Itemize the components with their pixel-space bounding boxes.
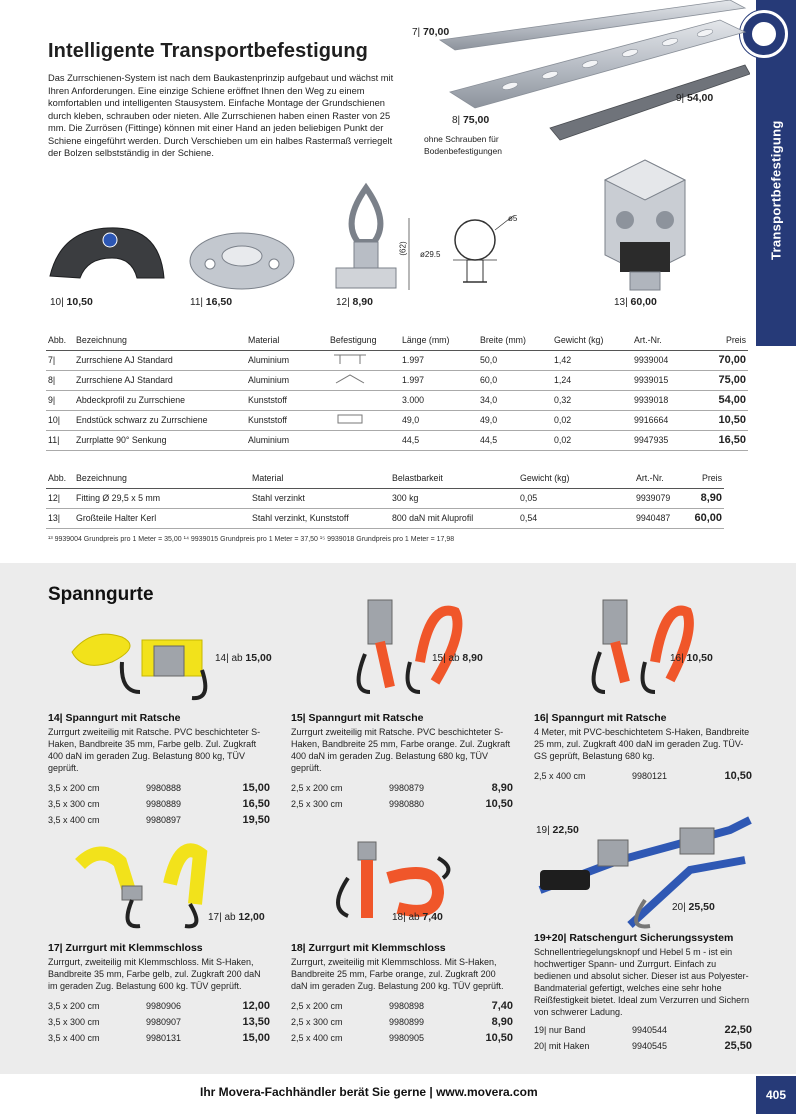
cell-abb: 8| <box>46 370 74 390</box>
dim-295: ø29.5 <box>420 250 441 259</box>
variant-row <box>534 1022 752 1038</box>
variant-price: 7,40 <box>491 1000 513 1012</box>
variant-art: 9980905 <box>389 1033 425 1043</box>
variant-price: 8,90 <box>491 782 513 794</box>
product-description: Schnellentriegelungsknopf und Hebel 5 m - ist ein hochwertiger Spann- und Zurrgurt. Einfach zu bedienen und absolut sicher. Dieser ist aus Polyester-Bandmaterial gefertigt, welches eine sehr hohe Reißfestigkeit bietet. Ideal zum Verzurren und Sichern von schwerer Ladung. <box>534 947 750 1017</box>
table-row <box>46 390 748 410</box>
cell-material: Stahl verzinkt <box>250 488 390 508</box>
product-description: Zurrgurt zweiteilig mit Ratsche. PVC beschichteter S-Haken, Bandbreite 35 mm, Farbe gelb. Zul. Zugkraft 400 daN im geraden Zug. Belastung 800 kg, TÜV geprüft. <box>48 727 261 773</box>
variant-size: 3,5 x 300 cm <box>48 1017 100 1027</box>
page-number: 405 <box>756 1076 796 1114</box>
cell-abb: 11| <box>46 430 74 450</box>
col-preis: Preis <box>690 334 748 350</box>
cell-name: Großteile Halter Kerl <box>74 508 250 528</box>
product-17 <box>48 942 270 1046</box>
variant-row <box>291 1014 513 1030</box>
cell-material: Aluminium <box>246 350 328 370</box>
cell-material: Kunststoff <box>246 410 328 430</box>
product-14 <box>48 712 270 828</box>
col-bezeichnung: Bezeichnung <box>74 334 246 350</box>
variant-row <box>291 998 513 1014</box>
variant-art: 9940544 <box>632 1025 668 1035</box>
cell-preis: 75,00 <box>690 370 748 390</box>
table-row <box>46 370 748 390</box>
col-belastbarkeit: Belastbarkeit <box>390 472 518 488</box>
variant-row <box>48 796 270 812</box>
caption-20: 20| 25,50 <box>672 901 715 913</box>
variant-row <box>48 780 270 796</box>
cell-gewicht: 1,24 <box>552 370 632 390</box>
variant-size: 19| nur Band <box>534 1025 586 1035</box>
cell-gewicht: 0,54 <box>518 508 634 528</box>
fitting-technical-drawing <box>395 210 525 295</box>
table-row <box>46 508 724 528</box>
caption-17: 17| ab 12,00 <box>208 911 265 923</box>
cell-name: Fitting Ø 29,5 x 5 mm <box>74 488 250 508</box>
cell-material: Stahl verzinkt, Kunststoff <box>250 508 390 528</box>
product-description: 4 Meter, mit PVC-beschichtetem S-Haken, Bandbreite 25 mm, zul. Zugkraft 400 daN im geraden Zug. TÜV-GS geprüft, Belastung 680 kg. <box>534 727 750 761</box>
col-material: Material <box>246 334 328 350</box>
cell-laenge: 1.997 <box>400 370 478 390</box>
col-material: Material <box>250 472 390 488</box>
col-abb: Abb. <box>46 472 74 488</box>
product-15 <box>291 712 513 812</box>
logo-icon <box>752 22 776 46</box>
zurrplatte-11-image <box>185 216 300 294</box>
product-19-20 <box>534 932 752 1054</box>
variant-size: 2,5 x 400 cm <box>534 771 586 781</box>
variant-price: 10,50 <box>485 798 513 810</box>
cell-laenge: 3.000 <box>400 390 478 410</box>
variant-row <box>291 796 513 812</box>
side-tab-label: Transportbefestigung <box>768 120 784 260</box>
variant-art: 9980898 <box>389 1001 425 1011</box>
product-title: 15| Spanngurt mit Ratsche <box>291 712 424 724</box>
cell-name: Abdeckprofil zu Zurrschiene <box>74 390 246 410</box>
mount-empty <box>328 390 400 410</box>
variant-price: 10,50 <box>724 770 752 782</box>
variant-price: 10,50 <box>485 1032 513 1044</box>
cell-material: Aluminium <box>246 370 328 390</box>
mount-empty <box>328 430 400 450</box>
col-gewicht: Gewicht (kg) <box>518 472 634 488</box>
cell-name: Zurrschiene AJ Standard <box>74 370 246 390</box>
cell-abb: 10| <box>46 410 74 430</box>
cell-artnr: 9940487 <box>634 508 690 528</box>
cell-breite: 60,0 <box>478 370 552 390</box>
cell-gewicht: 0,32 <box>552 390 632 410</box>
cell-preis: 70,00 <box>690 350 748 370</box>
cell-abb: 7| <box>46 350 74 370</box>
page-title: Intelligente Transportbefestigung <box>48 40 368 62</box>
footer-text: Ihr Movera-Fachhändler berät Sie gerne | www.movera.com <box>200 1085 538 1099</box>
section-title: Spanngurte <box>48 584 154 605</box>
variant-row <box>48 1030 270 1046</box>
variant-size: 2,5 x 300 cm <box>291 799 343 809</box>
cell-breite: 34,0 <box>478 390 552 410</box>
variant-art: 9980906 <box>146 1001 182 1011</box>
cell-laenge: 1.997 <box>400 350 478 370</box>
cell-belastbarkeit: 800 daN mit Aluprofil <box>390 508 518 528</box>
variant-price: 16,50 <box>242 798 270 810</box>
col-preis: Preis <box>690 472 724 488</box>
variant-price: 19,50 <box>242 814 270 826</box>
mount-icon <box>328 410 400 430</box>
strap-17-image <box>70 834 220 930</box>
cell-artnr: 9916664 <box>632 410 690 430</box>
cell-gewicht: 0,02 <box>552 430 632 450</box>
col-breite: Breite (mm) <box>478 334 552 350</box>
variant-row <box>291 780 513 796</box>
cell-preis: 8,90 <box>690 488 724 508</box>
variant-row <box>48 1014 270 1030</box>
variant-row <box>48 812 270 828</box>
col-artnr: Art.-Nr. <box>632 334 690 350</box>
cell-artnr: 9939079 <box>634 488 690 508</box>
strap-14-image <box>62 622 222 704</box>
cell-gewicht: 0,05 <box>518 488 634 508</box>
caption-7: 7| 70,00 <box>412 26 450 38</box>
cell-name: Zurrschiene AJ Standard <box>74 350 246 370</box>
caption-9: 9| 54,00 <box>676 92 714 104</box>
cell-name: Endstück schwarz zu Zurrschiene <box>74 410 246 430</box>
cell-preis: 60,00 <box>690 508 724 528</box>
variant-art: 9940545 <box>632 1041 668 1051</box>
caption-15: 15| ab 8,90 <box>432 652 483 664</box>
variant-row <box>48 998 270 1014</box>
table-row <box>46 410 748 430</box>
table-row <box>46 430 748 450</box>
variant-size: 3,5 x 200 cm <box>48 1001 100 1011</box>
product-description: Zurrgurt zweiteilig mit Ratsche. PVC beschichteter S-Haken, Bandbreite 25 mm, Farbe orange. Zul. Zugkraft 400 daN im geraden Zug. Belastung 680 kg, TÜV geprüft. <box>291 727 511 773</box>
mount-icon <box>328 370 400 390</box>
variant-row <box>534 1038 752 1054</box>
caption-13: 13| 60,00 <box>614 296 657 308</box>
variant-art: 9980899 <box>389 1017 425 1027</box>
caption-18: 18| ab 7,40 <box>392 911 443 923</box>
variant-art: 9980889 <box>146 799 182 809</box>
caption-16: 16| 10,50 <box>670 652 713 664</box>
fitting-12-image <box>330 182 402 294</box>
cell-preis: 54,00 <box>690 390 748 410</box>
caption-12: 12| 8,90 <box>336 296 373 308</box>
caption-8: 8| 75,00 <box>452 114 490 126</box>
cell-abb: 13| <box>46 508 74 528</box>
cell-material: Aluminium <box>246 430 328 450</box>
variant-size: 3,5 x 200 cm <box>48 783 100 793</box>
variant-price: 15,00 <box>242 782 270 794</box>
product-title: 19+20| Ratschengurt Sicherungssystem <box>534 932 734 944</box>
cell-preis: 16,50 <box>690 430 748 450</box>
product-title: 17| Zurrgurt mit Klemmschloss <box>48 942 203 954</box>
variant-price: 22,50 <box>724 1024 752 1036</box>
variant-size: 2,5 x 200 cm <box>291 783 343 793</box>
variant-price: 12,00 <box>242 1000 270 1012</box>
halter-13-image <box>590 150 700 298</box>
variant-art: 9980131 <box>146 1033 182 1043</box>
variant-size: 3,5 x 300 cm <box>48 799 100 809</box>
cell-gewicht: 0,02 <box>552 410 632 430</box>
strap-16-image <box>575 592 705 707</box>
variant-art: 9980907 <box>146 1017 182 1027</box>
variant-size: 2,5 x 300 cm <box>291 1017 343 1027</box>
cell-artnr: 9939004 <box>632 350 690 370</box>
cell-abb: 9| <box>46 390 74 410</box>
product-title: 14| Spanngurt mit Ratsche <box>48 712 181 724</box>
mount-icon <box>328 350 400 370</box>
cell-artnr: 9939018 <box>632 390 690 410</box>
variant-row <box>534 768 752 784</box>
table-row <box>46 350 748 370</box>
caption-10: 10| 10,50 <box>50 296 93 308</box>
variant-size: 3,5 x 400 cm <box>48 1033 100 1043</box>
cell-artnr: 9939015 <box>632 370 690 390</box>
col-befestigung: Befestigung <box>328 334 400 350</box>
col-laenge: Länge (mm) <box>400 334 478 350</box>
dim-62: (62) <box>398 241 408 256</box>
product-18 <box>291 942 513 1046</box>
variant-size: 2,5 x 200 cm <box>291 1001 343 1011</box>
variant-art: 9980888 <box>146 783 182 793</box>
col-bezeichnung: Bezeichnung <box>74 472 250 488</box>
cell-laenge: 44,5 <box>400 430 478 450</box>
variant-art: 9980879 <box>389 783 425 793</box>
variant-price: 25,50 <box>724 1040 752 1052</box>
cell-belastbarkeit: 300 kg <box>390 488 518 508</box>
caption-14: 14| ab 15,00 <box>215 652 272 664</box>
caption-19: 19| 22,50 <box>536 824 579 836</box>
cell-breite: 50,0 <box>478 350 552 370</box>
cell-preis: 10,50 <box>690 410 748 430</box>
caption-11: 11| 16,50 <box>190 296 233 308</box>
variant-size: 20| mit Haken <box>534 1041 590 1051</box>
cell-artnr: 9947935 <box>632 430 690 450</box>
cell-breite: 44,5 <box>478 430 552 450</box>
spec-table-fittings <box>46 472 724 529</box>
table-header-row <box>46 472 724 488</box>
product-16 <box>534 712 752 784</box>
variant-row <box>291 1030 513 1046</box>
cell-laenge: 49,0 <box>400 410 478 430</box>
variant-price: 15,00 <box>242 1032 270 1044</box>
variant-price: 13,50 <box>242 1016 270 1028</box>
strap-15-image <box>340 592 470 707</box>
variant-art: 9980880 <box>389 799 425 809</box>
cell-name: Zurrplatte 90° Senkung <box>74 430 246 450</box>
product-title: 18| Zurrgurt mit Klemmschloss <box>291 942 446 954</box>
caption-9-note: ohne Schrauben für Bodenbefestigungen <box>424 134 502 156</box>
col-gewicht: Gewicht (kg) <box>552 334 632 350</box>
product-description: Zurrgurt, zweiteilig mit Klemmschloss. Mit S-Haken, Bandbreite 35 mm, Farbe gelb, zul. Zugkraft 200 daN im geraden Zug. Belastung 600 kg. TÜV geprüft. <box>48 957 261 991</box>
table-row <box>46 488 724 508</box>
footnote: ¹³ 9939004 Grundpreis pro 1 Meter = 35,00 ¹⁴ 9939015 Grundpreis pro 1 Meter = 37,50 ¹⁵ 9939018 Grundpreis pro 1 Meter = 17,98 <box>48 536 455 543</box>
variant-price: 8,90 <box>491 1016 513 1028</box>
product-description: Zurrgurt, zweiteilig mit Klemmschloss. Mit S-Haken, Bandbreite 25 mm, Farbe orange, zul. Zugkraft 200 daN im geraden Zug. Belastung 200 kg. TÜV geprüft. <box>291 957 504 991</box>
variant-art: 9980897 <box>146 815 182 825</box>
cell-material: Kunststoff <box>246 390 328 410</box>
dim-5: ø5 <box>508 214 518 223</box>
cell-abb: 12| <box>46 488 74 508</box>
col-abb: Abb. <box>46 334 74 350</box>
variant-size: 3,5 x 400 cm <box>48 815 100 825</box>
col-artnr: Art.-Nr. <box>634 472 690 488</box>
variant-art: 9980121 <box>632 771 668 781</box>
intro-text: Das Zurrschienen-System ist nach dem Baukastenprinzip aufgebaut und wächst mit Ihren Anforderungen. Eine einzige Schiene eröffnet Ihnen den Weg zu einem komfortablen und intelligenten Stausystem. Einfache Montage der Grundschienen durch kleben, schrauben oder nieten. Alle Zurrschienen haben einen Raster von 25 mm. Die Zurrösen (Fittinge) können mit einer Hand an jeden beliebigen Punkt der Schiene eingeführt werden. Durch Verschieben um ein halbes Rastermaß verriegelt der Bolzen selbstständig in der Schiene. <box>48 73 394 158</box>
variant-size: 2,5 x 400 cm <box>291 1033 343 1043</box>
spec-table-rails <box>46 334 748 451</box>
product-title: 16| Spanngurt mit Ratsche <box>534 712 667 724</box>
cell-gewicht: 1,42 <box>552 350 632 370</box>
cell-breite: 49,0 <box>478 410 552 430</box>
endstueck-10-image <box>42 216 172 294</box>
table-header-row <box>46 334 748 350</box>
strap-19-20-image <box>530 800 760 930</box>
